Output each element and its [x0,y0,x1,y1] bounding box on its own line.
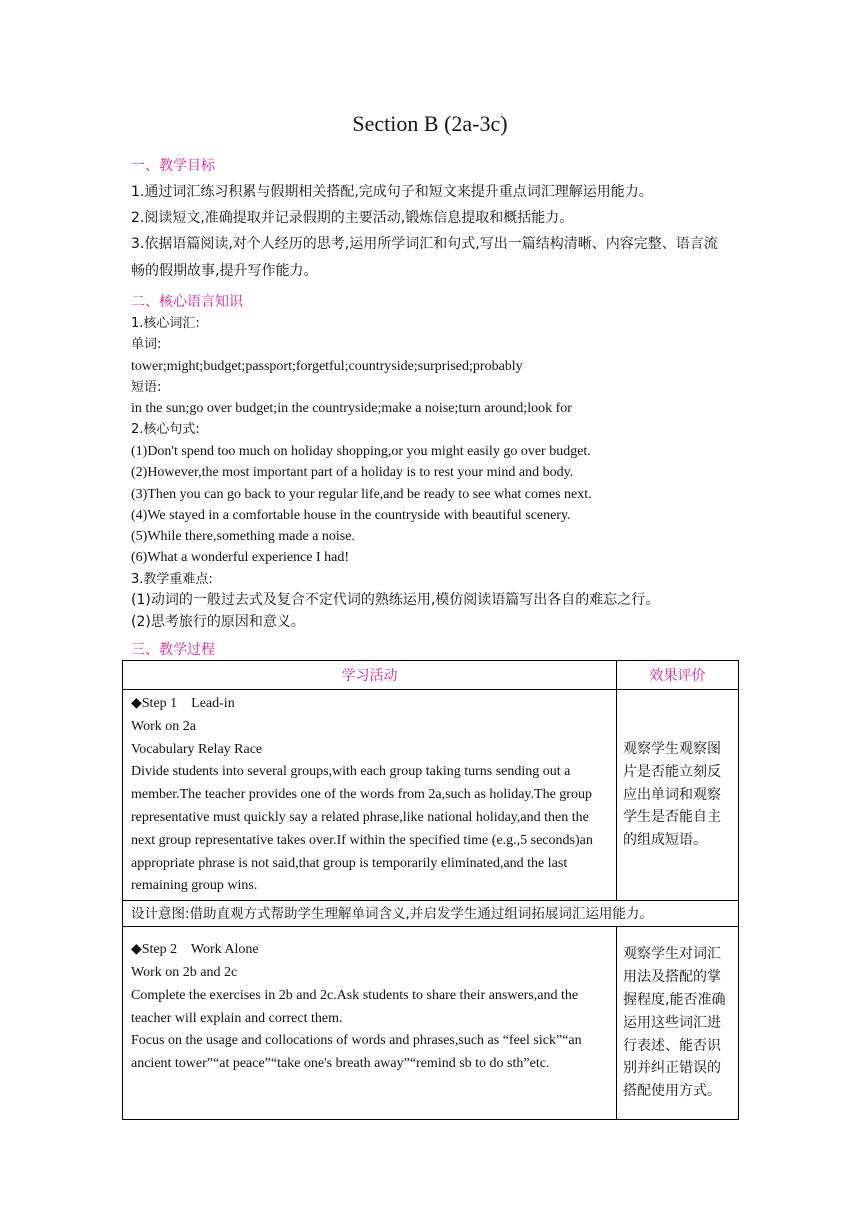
teaching-process-table [122,660,739,1120]
difficulty-item: (2)思考旅行的原因和意义。 [131,614,305,630]
table-header-row [123,661,739,690]
step2-task: Work on 2b and 2c [131,964,238,980]
sentences-title: 2.核心句式: [131,422,200,437]
section-heading-process: 三、教学过程 [131,642,215,658]
step2-evaluation: 观察学生对词汇用法及搭配的掌握程度,能否准确运用这些词汇进行表述、能否识别并纠正错误的搭配使用方式。 [617,927,739,1120]
table-row [123,927,739,1120]
table-row [123,690,739,901]
design-intent: 设计意图:借助直观方式帮助学生理解单词含义,并启发学生通过组词拓展词汇运用能力。 [123,901,739,927]
objective-item: 2.阅读短文,准确提取并记录假期的主要活动,锻炼信息提取和概括能力。 [131,210,574,226]
sentence-item: (3)Then you can go back to your regular life,and be ready to see what comes next. [131,487,592,502]
table-row [123,901,739,927]
step2-focus: Focus on the usage and collocations of words and phrases,such as “feel sick”“an ancient tower”“at peace”“take one's breath away”“remind sb to do sth”etc. [131,1033,582,1072]
vocab-title: 1.核心词汇: [131,316,200,331]
objective-item: 3.依据语篇阅读,对个人经历的思考,运用所学词汇和句式,写出一篇结构清晰、内容完整、语言流畅的假期故事,提升写作能力。 [131,236,718,279]
sentence-item: (2)However,the most important part of a holiday is to rest your mind and body. [131,465,574,480]
difficulty-item: (1)动词的一般过去式及复合不定代词的熟练运用,模仿阅读语篇写出各自的难忘之行。 [131,592,660,608]
step1-evaluation: 观察学生观察图片是否能立刻反应出单词和观察学生是否能自主的组成短语。 [617,690,739,901]
objective-item: 1.通过词汇练习积累与假期相关搭配,完成句子和短文来提升重点词汇理解运用能力。 [131,184,653,200]
words-list: tower;might;budget;passport;forgetful;countryside;surprised;probably [131,359,523,374]
words-label: 单词: [131,337,162,352]
step1-task: Work on 2a [131,718,196,734]
phrases-list: in the sun;go over budget;in the countryside;make a noise;turn around;look for [131,401,572,416]
sentence-item: (1)Don't spend too much on holiday shopping,or you might easily go over budget. [131,444,591,459]
section-heading-objectives: 一、教学目标 [131,158,215,174]
step1-description: Divide students into several groups,with each group taking turns sending out a member.The teacher provides one of the words from 2a,such as holiday.The group representative must quickly say a related phrase,like national holiday,and then the next group representative takes over.If within the specified time (e.g.,5 seconds)an appropriate phrase is not said,that group is temporarily eliminated,and the last remaining group wins. [131,764,593,894]
step2-instructions: Complete the exercises in 2b and 2c.Ask students to share their answers,and the teacher will explain and correct them. [131,987,579,1026]
sentence-item: (6)What a wonderful experience I had! [131,550,350,565]
sentence-item: (5)While there,something made a noise. [131,529,355,544]
sentence-item: (4)We stayed in a comfortable house in the countryside with beautiful scenery. [131,508,571,523]
header-activity: 学习活动 [123,661,617,690]
step2-activity [123,927,617,1120]
page-title: Section B (2a-3c) [352,111,508,136]
step1-title: ◆Step 1 Lead-in [131,696,235,711]
section-heading-language: 二、核心语言知识 [131,294,243,310]
step1-activity [123,690,617,901]
header-evaluation: 效果评价 [617,661,739,690]
difficulty-title: 3.教学重难点: [131,572,213,587]
step1-activity-name: Vocabulary Relay Race [131,741,263,757]
step2-title: ◆Step 2 Work Alone [131,942,259,958]
phrases-label: 短语: [131,380,162,395]
